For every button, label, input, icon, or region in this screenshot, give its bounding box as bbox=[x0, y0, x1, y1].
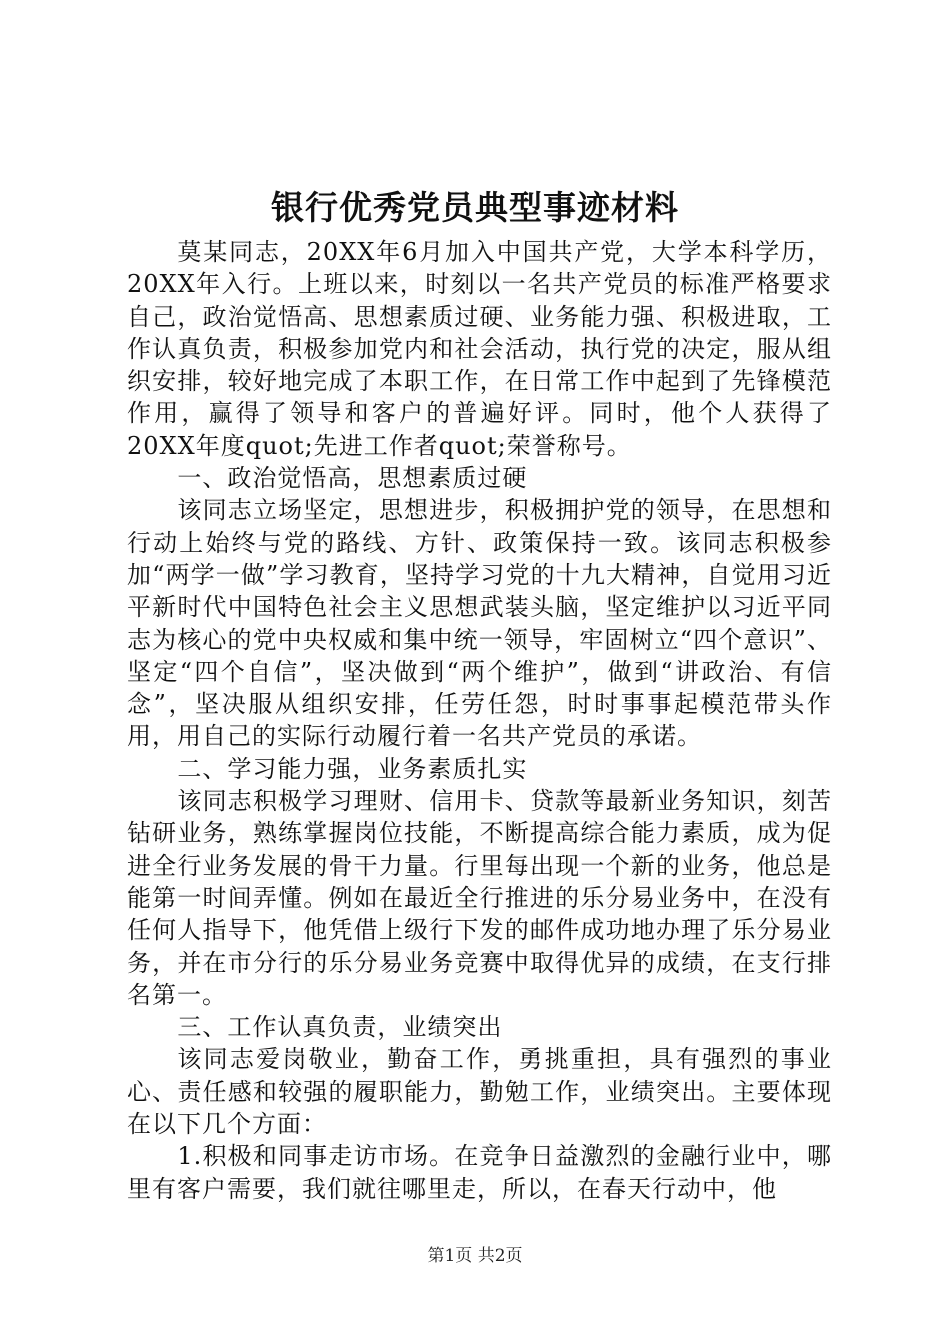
page-footer bbox=[0, 1244, 950, 1268]
section-1-paragraph-1: 该同志立场坚定，思想进步，积极拥护党的领导，在思想和行动上始终与党的路线、方针、政策保持一致。该同志积极参加“两学一做”学习教育，坚持学习党的十九大精神，自觉用习近平新时代中国特色社会主义思想武装头脑，坚定维护以习近平同志为核心的党中央权威和集中统一领导，牢固树立“四个意识”、坚定“四个自信”，坚决做到“两个维护”，做到“讲政治、有信念”，坚决服从组织安排，任劳任怨，时时事事起模范带头作用，用自己的实际行动履行着一名共产党员的承诺。 bbox=[127, 496, 832, 751]
document-title: 银行优秀党员典型事迹材料 bbox=[271, 188, 679, 227]
section-heading-2: 二、学习能力强，业务素质扎实 bbox=[177, 754, 528, 783]
section-2-paragraph-1: 该同志积极学习理财、信用卡、贷款等最新业务知识，刻苦钻研业务，熟练掌握岗位技能，不断提高综合能力素质，成为促进全行业务发展的骨干力量。行里每出现一个新的业务，他总是能第一时间弄懂。例如在最近全行推进的乐分易业务中，在没有任何人指导下，他凭借上级行下发的邮件成功地办理了乐分易业务，并在市分行的乐分易业务竞赛中取得优异的成绩，在支行排名第一。 bbox=[127, 787, 832, 1009]
section-3-paragraph-2: 1.积极和同事走访市场。在竞争日益激烈的金融行业中，哪里有客户需要，我们就往哪里走，所以，在春天行动中，他 bbox=[127, 1142, 832, 1203]
document-body bbox=[127, 236, 832, 1205]
section-heading-3: 三、工作认真负责，业绩突出 bbox=[177, 1013, 503, 1042]
intro-paragraph: 莫某同志，20XX年6月加入中国共产党，大学本科学历，20XX年入行。上班以来，时刻以一名共产党员的标准严格要求自己，政治觉悟高、思想素质过硬、业务能力强、积极进取，工作认真负责，积极参加党内和社会活动，执行党的决定，服从组织安排，较好地完成了本职工作，在日常工作中起到了先锋模范作用，赢得了领导和客户的普遍好评。同时，他个人获得了20XX年度quot;先进工作者quot;荣誉称号。 bbox=[127, 238, 832, 460]
section-heading-1: 一、政治觉悟高，思想素质过硬 bbox=[177, 464, 528, 493]
page-indicator: 第1页 共2页 bbox=[427, 1246, 523, 1266]
section-3-paragraph-1: 该同志爱岗敬业，勤奋工作，勇挑重担，具有强烈的事业心、责任感和较强的履职能力，勤勉工作，业绩突出。主要体现在以下几个方面： bbox=[127, 1045, 832, 1139]
